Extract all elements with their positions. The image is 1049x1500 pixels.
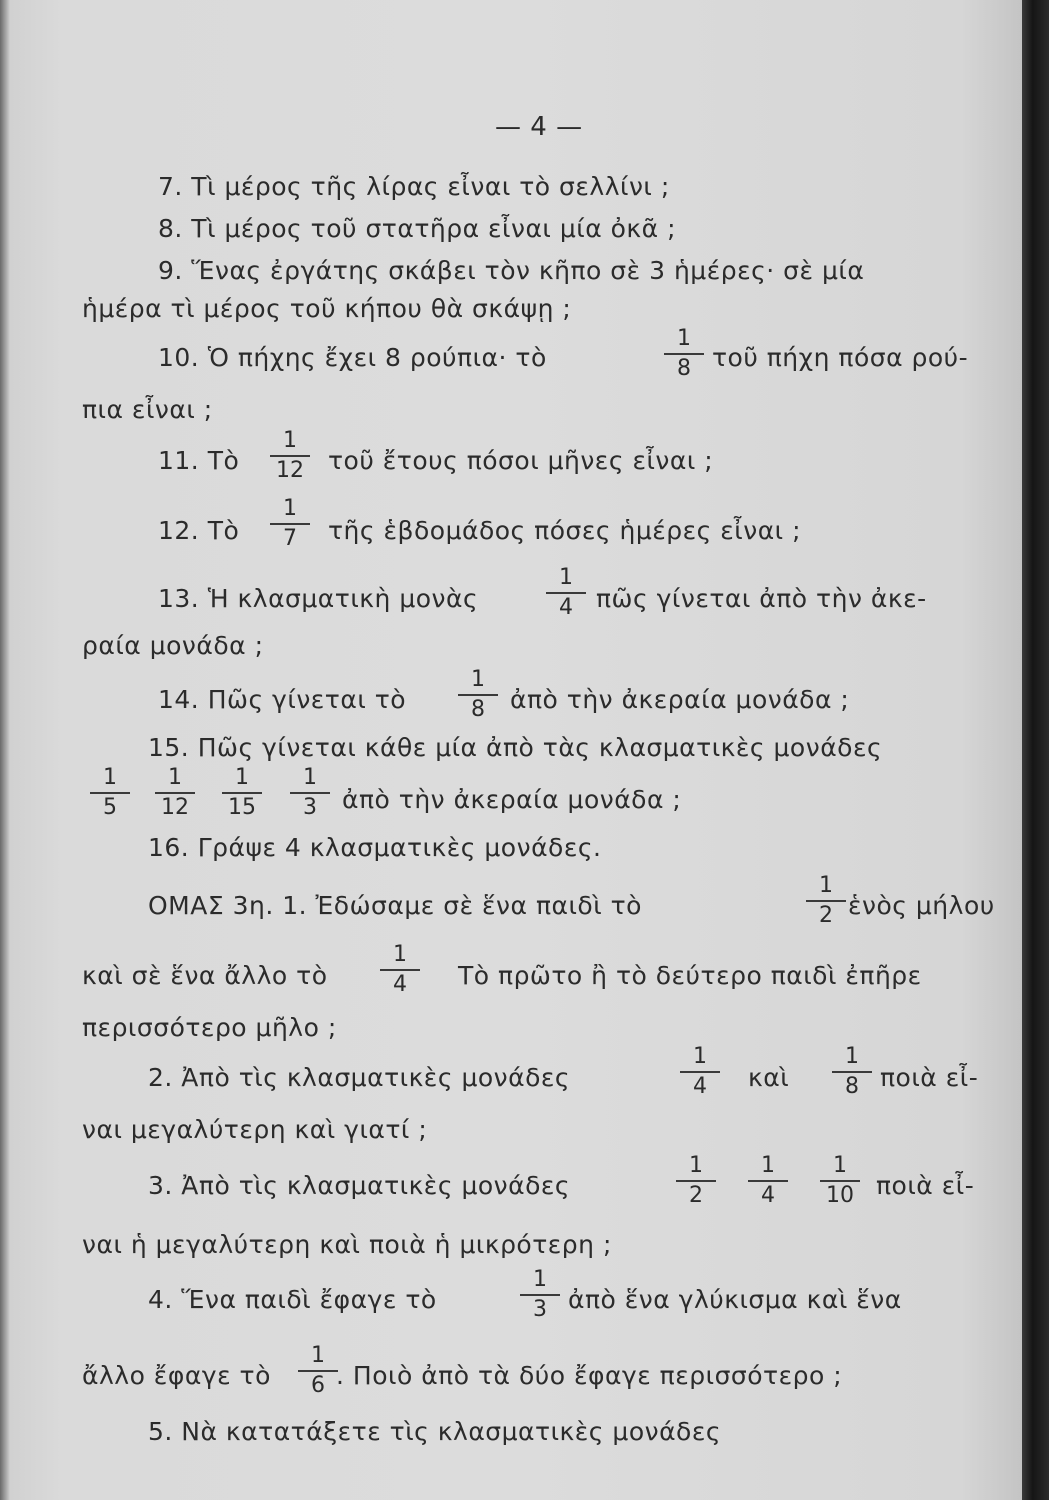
group-3-q1-d: Τὸ πρῶτο ἢ τὸ δεύτερο παιδὶ ἐπῆρε	[458, 961, 922, 990]
fraction-1-8: 1 8	[832, 1046, 872, 1098]
fraction-1-2: 1 2	[676, 1155, 716, 1207]
group-3-q3-c: ναι ἡ μεγαλύτερη καὶ ποιὰ ἡ μικρότερη ;	[82, 1230, 612, 1259]
page-edge-shadow	[0, 0, 10, 1500]
question-14-b: ἀπὸ τὴν ἀκεραία μονάδα ;	[510, 685, 850, 714]
question-9-line1: 9. Ἕνας ἐργάτης σκάβει τὸν κῆπο σὲ 3 ἡμέρες· σὲ μία	[158, 256, 865, 285]
group-3-q3-b: ποιὰ εἶ-	[876, 1171, 975, 1200]
fraction-1-7: 1 7	[270, 498, 310, 550]
question-13-c: ραία μονάδα ;	[82, 631, 264, 660]
fraction-1-3: 1 3	[520, 1269, 560, 1321]
question-11-b: τοῦ ἔτους πόσοι μῆνες εἶναι ;	[328, 446, 714, 475]
question-15-a: 15. Πῶς γίνεται κάθε μία ἀπὸ τὰς κλασματικὲς μονάδες	[148, 733, 883, 762]
page-number: — 4 —	[495, 112, 583, 142]
question-10-line1b: τοῦ πήχη πόσα ρού-	[712, 343, 969, 372]
fraction-1-8: 1 8	[458, 669, 498, 721]
group-3-q2-b: καὶ	[748, 1063, 790, 1092]
question-8: 8. Τὶ μέρος τοῦ στατῆρα εἶναι μία ὀκᾶ ;	[158, 214, 676, 243]
group-3-q2-a: 2. Ἀπὸ τὶς κλασματικὲς μονάδες	[148, 1063, 571, 1092]
group-3-q4-d: . Ποιὸ ἀπὸ τὰ δύο ἔφαγε περισσότερο ;	[336, 1361, 843, 1390]
fraction-1-10: 1 10	[820, 1155, 860, 1207]
group-3-q1-e: περισσότερο μῆλο ;	[82, 1013, 337, 1042]
fraction-1-6: 1 6	[298, 1345, 338, 1397]
fraction-1-3: 1 3	[290, 767, 330, 819]
group-3-q1-c: καὶ σὲ ἕνα ἄλλο τὸ	[82, 961, 328, 990]
group-3-q4-a: 4. Ἕνα παιδὶ ἔφαγε τὸ	[148, 1285, 437, 1314]
group-3-q3-a: 3. Ἀπὸ τὶς κλασματικὲς μονάδες	[148, 1171, 571, 1200]
fraction-1-12: 1 12	[155, 767, 195, 819]
fraction-1-5: 1 5	[90, 767, 130, 819]
question-12-b: τῆς ἑβδομάδος πόσες ἡμέρες εἶναι ;	[328, 516, 802, 545]
question-10-line2: πια εἶναι ;	[82, 395, 213, 424]
question-11-a: 11. Τὸ	[158, 446, 240, 475]
fraction-1-12: 1 12	[270, 430, 310, 482]
question-12-a: 12. Τὸ	[158, 516, 240, 545]
fraction-1-4: 1 4	[546, 567, 586, 619]
fraction-1-4: 1 4	[680, 1046, 720, 1098]
question-15-b: ἀπὸ τὴν ἀκεραία μονάδα ;	[342, 785, 682, 814]
group-3-q5: 5. Νὰ κατατάξετε τὶς κλασματικὲς μονάδες	[148, 1417, 722, 1446]
group-3-q1-a: ΟΜΑΣ 3η. 1. Ἐδώσαμε σὲ ἕνα παιδὶ τὸ	[148, 891, 642, 920]
question-16: 16. Γράψε 4 κλασματικὲς μονάδες.	[148, 833, 602, 862]
fraction-1-8: 1 8	[664, 328, 704, 380]
group-3-q2-d: ναι μεγαλύτερη καὶ γιατί ;	[82, 1115, 428, 1144]
question-7: 7. Τὶ μέρος τῆς λίρας εἶναι τὸ σελλίνι ;	[158, 172, 670, 201]
question-14-a: 14. Πῶς γίνεται τὸ	[158, 685, 407, 714]
question-13-b: πῶς γίνεται ἀπὸ τὴν ἀκε-	[596, 584, 927, 613]
fraction-1-2: 1 2	[806, 875, 846, 927]
question-10-line1a: 10. Ὁ πήχης ἔχει 8 ρούπια· τὸ	[158, 343, 547, 372]
group-3-q2-c: ποιὰ εἶ-	[880, 1063, 979, 1092]
fraction-1-15: 1 15	[222, 767, 262, 819]
group-3-q4-c: ἄλλο ἔφαγε τὸ	[82, 1361, 271, 1390]
question-9-line2: ἡμέρα τὶ μέρος τοῦ κήπου θὰ σκάψῃ ;	[82, 294, 572, 323]
fraction-1-4: 1 4	[380, 944, 420, 996]
group-3-q1-b: ἑνὸς μήλου	[848, 891, 995, 920]
question-13-a: 13. Ἡ κλασματικὴ μονὰς	[158, 584, 479, 613]
book-binding	[1022, 0, 1049, 1500]
group-3-q4-b: ἀπὸ ἕνα γλύκισμα καὶ ἕνα	[568, 1285, 902, 1314]
fraction-1-4: 1 4	[748, 1155, 788, 1207]
